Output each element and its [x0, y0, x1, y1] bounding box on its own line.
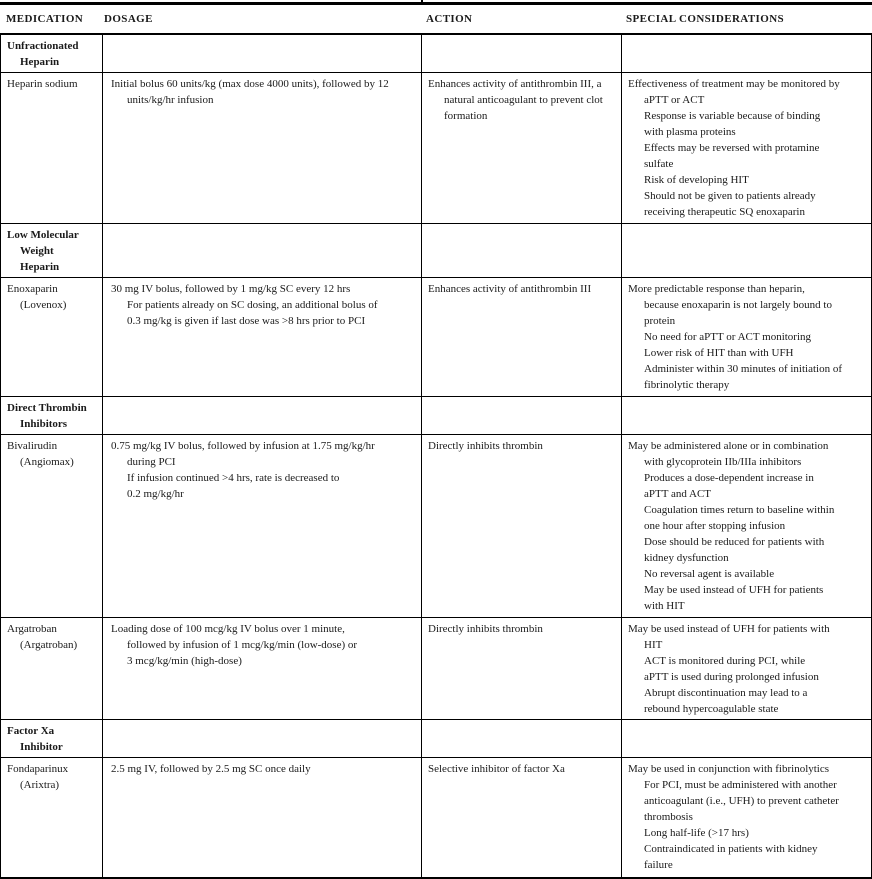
text-line: May be used in conjunction with fibrinolytics	[628, 763, 830, 775]
cell-dosage	[103, 397, 422, 434]
text-line: formation	[444, 110, 488, 122]
text-line: one hour after stopping infusion	[644, 520, 786, 532]
text-line: Response is variable because of binding	[644, 110, 821, 122]
cell-dosage	[103, 435, 422, 617]
text-line: Directly inhibits thrombin	[428, 440, 543, 452]
text-line: 0.3 mg/kg is given if last dose was >8 hrs prior to PCI	[127, 315, 366, 327]
text-line: Heparin	[20, 261, 60, 273]
text-line: No reversal agent is available	[644, 568, 775, 580]
text-line: receiving therapeutic SQ enoxaparin	[644, 206, 805, 218]
text-line: Effectiveness of treatment may be monitored by	[628, 78, 840, 90]
text-line: 0.75 mg/kg IV bolus, followed by infusion at 1.75 mg/kg/hr	[111, 440, 375, 452]
text-line: Directly inhibits thrombin	[428, 623, 543, 635]
text-line: Loading dose of 100 mcg/kg IV bolus over 1 minute,	[111, 623, 345, 635]
text-line: (Argatroban)	[20, 639, 78, 651]
text-line: with HIT	[644, 600, 685, 612]
text-line: Enhances activity of antithrombin III, a	[428, 78, 602, 90]
text-line: (Lovenox)	[20, 299, 67, 311]
text-line: Factor Xa	[7, 725, 55, 737]
text-line: Direct Thrombin	[7, 402, 87, 414]
drug-row	[1, 435, 871, 618]
text-line: Bivalirudin	[7, 440, 58, 452]
text-line: Lower risk of HIT than with UFH	[644, 347, 794, 359]
text-line: Weight	[20, 245, 54, 257]
drug-row	[1, 278, 871, 397]
text-line: Inhibitors	[20, 418, 68, 430]
text-line: aPTT or ACT	[644, 94, 705, 106]
text-line: sulfate	[644, 158, 674, 170]
cell-action	[422, 35, 622, 72]
cell-dosage	[103, 278, 422, 396]
text-line: Inhibitor	[20, 741, 63, 753]
text-line: followed by infusion of 1 mcg/kg/min (low-dose) or	[127, 639, 358, 651]
cell-considerations	[622, 618, 871, 719]
text-line: Enhances activity of antithrombin III	[428, 283, 592, 295]
text-line: Coagulation times return to baseline within	[644, 504, 835, 516]
cell-considerations	[622, 758, 871, 877]
text-line: kidney dysfunction	[644, 552, 729, 564]
text-line: (Angiomax)	[20, 456, 74, 468]
text-line: Long half-life (>17 hrs)	[644, 827, 749, 839]
cell-medication	[1, 278, 103, 396]
cell-considerations	[622, 435, 871, 617]
text-line: protein	[644, 315, 676, 327]
text-line: Unfractionated	[7, 40, 79, 52]
cell-action	[422, 224, 622, 277]
text-line: 0.2 mg/kg/hr	[127, 488, 184, 500]
section-row	[1, 720, 871, 758]
text-line: Fondaparinux	[7, 763, 69, 775]
section-row	[1, 35, 871, 73]
cell-medication	[1, 224, 103, 277]
text-line: Dose should be reduced for patients with	[644, 536, 825, 548]
drug-row	[1, 618, 871, 720]
text-line: 30 mg IV bolus, followed by 1 mg/kg SC every 12 hrs	[111, 283, 351, 295]
text-line: with plasma proteins	[644, 126, 736, 138]
text-line: with glycoprotein IIb/IIIa inhibitors	[644, 456, 802, 468]
cell-dosage	[103, 618, 422, 719]
text-line: Produces a dose-dependent increase in	[644, 472, 814, 484]
cell-dosage	[103, 720, 422, 757]
cell-dosage	[103, 35, 422, 72]
text-line: failure	[644, 859, 673, 871]
drug-row	[1, 73, 871, 224]
text-line: HIT	[644, 639, 663, 651]
cell-considerations	[622, 397, 871, 434]
cell-medication	[1, 758, 103, 877]
text-line: May be used instead of UFH for patients with	[628, 623, 830, 635]
cell-medication	[1, 35, 103, 72]
text-line: aPTT is used during prolonged infusion	[644, 671, 819, 683]
text-line: Risk of developing HIT	[644, 174, 749, 186]
text-line: anticoagulant (i.e., UFH) to prevent catheter	[644, 795, 839, 807]
column-header-special-considerations: SPECIAL CONSIDERATIONS	[626, 13, 785, 25]
text-line: Initial bolus 60 units/kg (max dose 4000 units), followed by 12	[111, 78, 389, 90]
cell-considerations	[622, 720, 871, 757]
text-line: fibrinolytic therapy	[644, 379, 730, 391]
cell-action	[422, 618, 622, 719]
text-line: No need for aPTT or ACT monitoring	[644, 331, 812, 343]
text-line: For patients already on SC dosing, an additional bolus of	[127, 299, 378, 311]
section-row	[1, 397, 871, 435]
text-line: Effects may be reversed with protamine	[644, 142, 820, 154]
cell-dosage	[103, 224, 422, 277]
cell-action	[422, 397, 622, 434]
text-line: aPTT and ACT	[644, 488, 712, 500]
cell-medication	[1, 435, 103, 617]
text-line: Should not be given to patients already	[644, 190, 816, 202]
section-row	[1, 224, 871, 278]
text-line: 3 mcg/kg/min (high-dose)	[127, 655, 242, 667]
table-body	[0, 35, 872, 877]
text-line: May be used instead of UFH for patients	[644, 584, 824, 596]
text-line: Enoxaparin	[7, 283, 58, 295]
text-line: May be administered alone or in combination	[628, 440, 829, 452]
text-line: natural anticoagulant to prevent clot	[444, 94, 603, 106]
text-line: thrombosis	[644, 811, 693, 823]
text-line: For PCI, must be administered with another	[644, 779, 837, 791]
top-edge-column-tick	[421, 0, 423, 3]
text-line: during PCI	[127, 456, 176, 468]
text-line: Abrupt discontinuation may lead to a	[644, 687, 808, 699]
text-line: Selective inhibitor of factor Xa	[428, 763, 565, 775]
cell-dosage	[103, 73, 422, 223]
text-line: rebound hypercoagulable state	[644, 703, 779, 715]
text-line: Heparin sodium	[7, 78, 78, 90]
cell-medication	[1, 397, 103, 434]
text-line: units/kg/hr infusion	[127, 94, 214, 106]
text-line: 2.5 mg IV, followed by 2.5 mg SC once daily	[111, 763, 311, 775]
text-line: If infusion continued >4 hrs, rate is decreased to	[127, 472, 340, 484]
column-header-dosage: DOSAGE	[104, 13, 153, 25]
cell-considerations	[622, 35, 871, 72]
cell-medication	[1, 618, 103, 719]
text-line: Heparin	[20, 56, 60, 68]
cell-considerations	[622, 73, 871, 223]
text-line: ACT is monitored during PCI, while	[644, 655, 806, 667]
cell-action	[422, 278, 622, 396]
text-line: Administer within 30 minutes of initiation of	[644, 363, 842, 375]
cell-action	[422, 720, 622, 757]
text-line: Low Molecular	[7, 229, 79, 241]
text-line: More predictable response than heparin,	[628, 283, 805, 295]
text-line: (Arixtra)	[20, 779, 60, 791]
cell-medication	[1, 720, 103, 757]
cell-dosage	[103, 758, 422, 877]
cell-action	[422, 758, 622, 877]
cell-considerations	[622, 224, 871, 277]
column-header-action: ACTION	[426, 13, 473, 25]
cell-action	[422, 435, 622, 617]
cell-considerations	[622, 278, 871, 396]
text-line: Contraindicated in patients with kidney	[644, 843, 818, 855]
drug-row	[1, 758, 871, 877]
column-header-medication: MEDICATION	[6, 13, 84, 25]
table-header-row	[0, 5, 872, 33]
text-line: Argatroban	[7, 623, 57, 635]
text-line: because enoxaparin is not largely bound to	[644, 299, 832, 311]
cell-medication	[1, 73, 103, 223]
cell-action	[422, 73, 622, 223]
